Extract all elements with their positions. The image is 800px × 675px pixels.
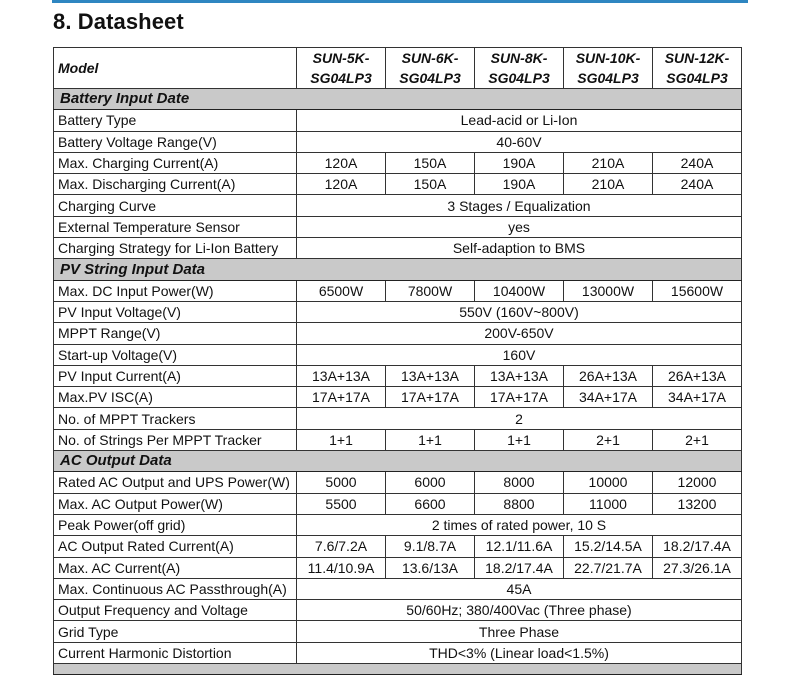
spec-value: 190A bbox=[475, 174, 564, 195]
spec-value-shared: Three Phase bbox=[297, 621, 742, 642]
spec-row bbox=[54, 216, 742, 237]
spec-value: 13A+13A bbox=[475, 365, 564, 386]
spec-row bbox=[54, 514, 742, 535]
spec-row bbox=[54, 493, 742, 514]
model-header-row bbox=[54, 48, 742, 89]
spec-value: 18.2/17.4A bbox=[653, 536, 742, 557]
spec-label: Max. DC Input Power(W) bbox=[54, 280, 297, 301]
spec-value: 34A+17A bbox=[564, 387, 653, 408]
model-column-header: SUN-10K- SG04LP3 bbox=[564, 48, 653, 89]
spec-value: 1+1 bbox=[386, 429, 475, 450]
spec-label: Rated AC Output and UPS Power(W) bbox=[54, 472, 297, 493]
spec-row bbox=[54, 536, 742, 557]
spec-label: Output Frequency and Voltage bbox=[54, 600, 297, 621]
spec-value: 12.1/11.6A bbox=[475, 536, 564, 557]
model-column-header: SUN-8K- SG04LP3 bbox=[475, 48, 564, 89]
spec-value: 1+1 bbox=[475, 429, 564, 450]
spec-label: Max. AC Output Power(W) bbox=[54, 493, 297, 514]
datasheet-table bbox=[53, 47, 742, 675]
spec-value: 15.2/14.5A bbox=[564, 536, 653, 557]
spec-label: AC Output Rated Current(A) bbox=[54, 536, 297, 557]
section-header-row bbox=[54, 89, 742, 110]
spec-value: 6600 bbox=[386, 493, 475, 514]
spec-label: Current Harmonic Distortion bbox=[54, 642, 297, 663]
model-column-header: SUN-12K- SG04LP3 bbox=[653, 48, 742, 89]
spec-row bbox=[54, 621, 742, 642]
spec-label: Charging Strategy for Li-Ion Battery bbox=[54, 238, 297, 259]
spec-value-shared: 550V (160V~800V) bbox=[297, 301, 742, 322]
spec-row bbox=[54, 238, 742, 259]
spec-value: 150A bbox=[386, 152, 475, 173]
spec-row bbox=[54, 600, 742, 621]
spec-label: PV Input Current(A) bbox=[54, 365, 297, 386]
spec-row bbox=[54, 174, 742, 195]
spec-value-shared: 50/60Hz; 380/400Vac (Three phase) bbox=[297, 600, 742, 621]
spec-row bbox=[54, 472, 742, 493]
spec-value: 240A bbox=[653, 152, 742, 173]
spec-value: 5000 bbox=[297, 472, 386, 493]
spec-row bbox=[54, 578, 742, 599]
spec-row bbox=[54, 365, 742, 386]
spec-value: 13A+13A bbox=[386, 365, 475, 386]
spec-row bbox=[54, 301, 742, 322]
spec-value: 8800 bbox=[475, 493, 564, 514]
spec-value: 10000 bbox=[564, 472, 653, 493]
spec-row bbox=[54, 323, 742, 344]
spec-value: 34A+17A bbox=[653, 387, 742, 408]
datasheet-body bbox=[54, 89, 742, 675]
spec-value: 13000W bbox=[564, 280, 653, 301]
spec-row bbox=[54, 344, 742, 365]
spec-row bbox=[54, 152, 742, 173]
spec-value: 18.2/17.4A bbox=[475, 557, 564, 578]
spec-label: MPPT Range(V) bbox=[54, 323, 297, 344]
spec-value: 27.3/26.1A bbox=[653, 557, 742, 578]
spec-value: 17A+17A bbox=[386, 387, 475, 408]
spec-value: 11.4/10.9A bbox=[297, 557, 386, 578]
spec-value: 10400W bbox=[475, 280, 564, 301]
section-header: Battery Input Date bbox=[54, 89, 742, 110]
spec-value: 120A bbox=[297, 152, 386, 173]
spec-label: Charging Curve bbox=[54, 195, 297, 216]
spec-label: Battery Type bbox=[54, 110, 297, 131]
section-heading: 8. Datasheet bbox=[53, 9, 184, 34]
spec-value: 6000 bbox=[386, 472, 475, 493]
spec-label: Grid Type bbox=[54, 621, 297, 642]
spec-value: 8000 bbox=[475, 472, 564, 493]
spec-value-shared: 2 times of rated power, 10 S bbox=[297, 514, 742, 535]
section-header: AC Output Data bbox=[54, 451, 742, 472]
spec-value-shared: THD<3% (Linear load<1.5%) bbox=[297, 642, 742, 663]
spec-value: 13.6/13A bbox=[386, 557, 475, 578]
spec-row bbox=[54, 131, 742, 152]
spec-label: No. of MPPT Trackers bbox=[54, 408, 297, 429]
section-header: PV String Input Data bbox=[54, 259, 742, 280]
spec-value: 5500 bbox=[297, 493, 386, 514]
cutoff-section-header bbox=[54, 664, 742, 675]
spec-value-shared: 3 Stages / Equalization bbox=[297, 195, 742, 216]
section-header-row bbox=[54, 259, 742, 280]
spec-value: 7800W bbox=[386, 280, 475, 301]
spec-label: Max. Discharging Current(A) bbox=[54, 174, 297, 195]
spec-value: 210A bbox=[564, 174, 653, 195]
spec-value: 240A bbox=[653, 174, 742, 195]
spec-value: 26A+13A bbox=[564, 365, 653, 386]
spec-value: 210A bbox=[564, 152, 653, 173]
spec-value: 9.1/8.7A bbox=[386, 536, 475, 557]
spec-value-shared: 45A bbox=[297, 578, 742, 599]
spec-row bbox=[54, 429, 742, 450]
cutoff-section-row bbox=[54, 664, 742, 675]
spec-label: Peak Power(off grid) bbox=[54, 514, 297, 535]
spec-label: Start-up Voltage(V) bbox=[54, 344, 297, 365]
model-column-header: SUN-6K- SG04LP3 bbox=[386, 48, 475, 89]
spec-value-shared: Self-adaption to BMS bbox=[297, 238, 742, 259]
spec-row bbox=[54, 280, 742, 301]
spec-value-shared: yes bbox=[297, 216, 742, 237]
spec-value-shared: 40-60V bbox=[297, 131, 742, 152]
spec-value: 2+1 bbox=[564, 429, 653, 450]
spec-row bbox=[54, 195, 742, 216]
model-column-header: SUN-5K- SG04LP3 bbox=[297, 48, 386, 89]
spec-row bbox=[54, 110, 742, 131]
spec-value: 11000 bbox=[564, 493, 653, 514]
spec-value: 22.7/21.7A bbox=[564, 557, 653, 578]
spec-label: Max. Charging Current(A) bbox=[54, 152, 297, 173]
spec-value: 7.6/7.2A bbox=[297, 536, 386, 557]
spec-row bbox=[54, 387, 742, 408]
spec-label: No. of Strings Per MPPT Tracker bbox=[54, 429, 297, 450]
spec-value-shared: 160V bbox=[297, 344, 742, 365]
top-accent-bar bbox=[52, 0, 748, 3]
spec-value: 120A bbox=[297, 174, 386, 195]
spec-value: 13200 bbox=[653, 493, 742, 514]
section-header-row bbox=[54, 451, 742, 472]
spec-value-shared: 200V-650V bbox=[297, 323, 742, 344]
spec-label: PV Input Voltage(V) bbox=[54, 301, 297, 322]
spec-value: 12000 bbox=[653, 472, 742, 493]
spec-value: 1+1 bbox=[297, 429, 386, 450]
spec-label: Max. Continuous AC Passthrough(A) bbox=[54, 578, 297, 599]
spec-value: 190A bbox=[475, 152, 564, 173]
spec-label: Battery Voltage Range(V) bbox=[54, 131, 297, 152]
spec-value: 17A+17A bbox=[475, 387, 564, 408]
spec-value-shared: Lead-acid or Li-Ion bbox=[297, 110, 742, 131]
spec-value: 2+1 bbox=[653, 429, 742, 450]
spec-row bbox=[54, 557, 742, 578]
spec-label: External Temperature Sensor bbox=[54, 216, 297, 237]
spec-value: 13A+13A bbox=[297, 365, 386, 386]
spec-value-shared: 2 bbox=[297, 408, 742, 429]
spec-value: 15600W bbox=[653, 280, 742, 301]
spec-row bbox=[54, 408, 742, 429]
spec-value: 6500W bbox=[297, 280, 386, 301]
spec-value: 17A+17A bbox=[297, 387, 386, 408]
model-header-label: Model bbox=[54, 48, 297, 89]
spec-value: 150A bbox=[386, 174, 475, 195]
spec-row bbox=[54, 642, 742, 663]
spec-label: Max.PV ISC(A) bbox=[54, 387, 297, 408]
spec-value: 26A+13A bbox=[653, 365, 742, 386]
spec-label: Max. AC Current(A) bbox=[54, 557, 297, 578]
